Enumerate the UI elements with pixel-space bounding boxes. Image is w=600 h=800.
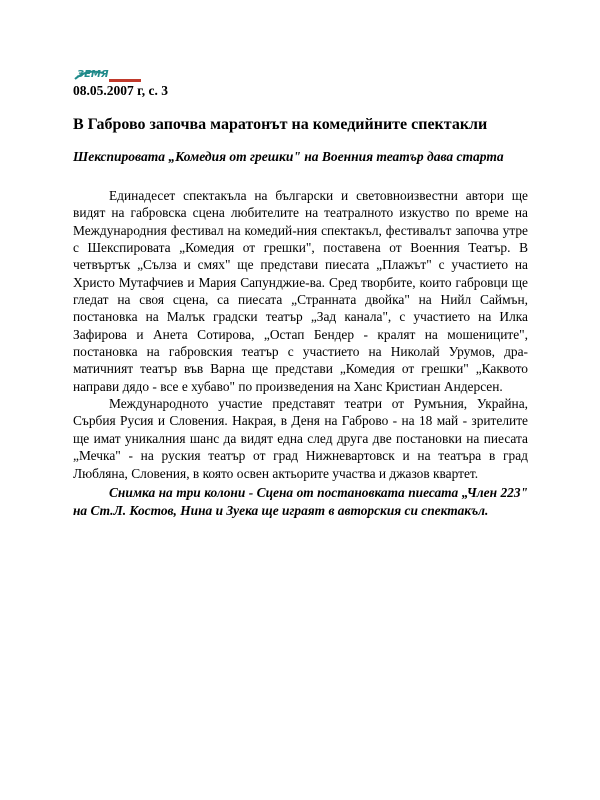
article-body	[73, 187, 528, 482]
publication-logo	[73, 66, 143, 84]
dateline: 08.05.2007 г, с. 3	[73, 83, 168, 98]
article-paragraph: Международното участие представят театри от Румъния, Украйна, Сърбия Русия и Словения. Накрая, в Деня на Габрово - на 18 май - зрителите ще имат уникалния шанс да видят една след друга две постановки на пиесата „Мечка" - на руския театър от град Нижневартовск и на театъра в град Любляна, Словения, в която освен актьорите участва и джазов квартет.	[73, 396, 528, 481]
article-headline: В Габрово започва маратонът на комедийните спектакли	[73, 116, 488, 133]
svg-text:ЗЕМЯ: ЗЕМЯ	[77, 69, 109, 80]
article-subheadline: Шекспировата „Комедия от грешки" на Военния театър дава старта	[73, 149, 504, 164]
article-paragraph: Единадесет спектакъла на български и световноизвестни автори ще видят на габровска сцена любителите на театралното изкуство по време на Международния фестивал на комедий-ния спектакъл, фестивалът започва утре с Шекспировата „Комедия от грешки", поставена от Военния Театър. В четвъртък „Сълза и смях" ще представи пиесата „Плажът" с участието на Христо Мутафчиев и Мария Сапунджие-ва. Сред творбите, които габровци ще гледат на своя сцена, са пиесата „Странната двойка" на Нийл Саймън, постановка на Малък градски театър „Зад канала", с участието на Илка Зафирова и Анета Сотирова, „Остап Бендер - кралят на мошениците", постановка на габровския театър с участието на Николай Урумов, дра-матичният театър във Варна ще представи „Комедия от грешки" „Каквото направи дядо - все е хубаво" по произведения на Ханс Кристиан Андерсен.	[73, 188, 528, 394]
photo-caption: Снимка на три колони - Сцена от постановката пиесата „Член 223" на Ст.Л. Костов, Нина и Зуека ще играят в авторския си спектакъл.	[73, 485, 528, 518]
publication-logo-mark	[73, 66, 143, 84]
